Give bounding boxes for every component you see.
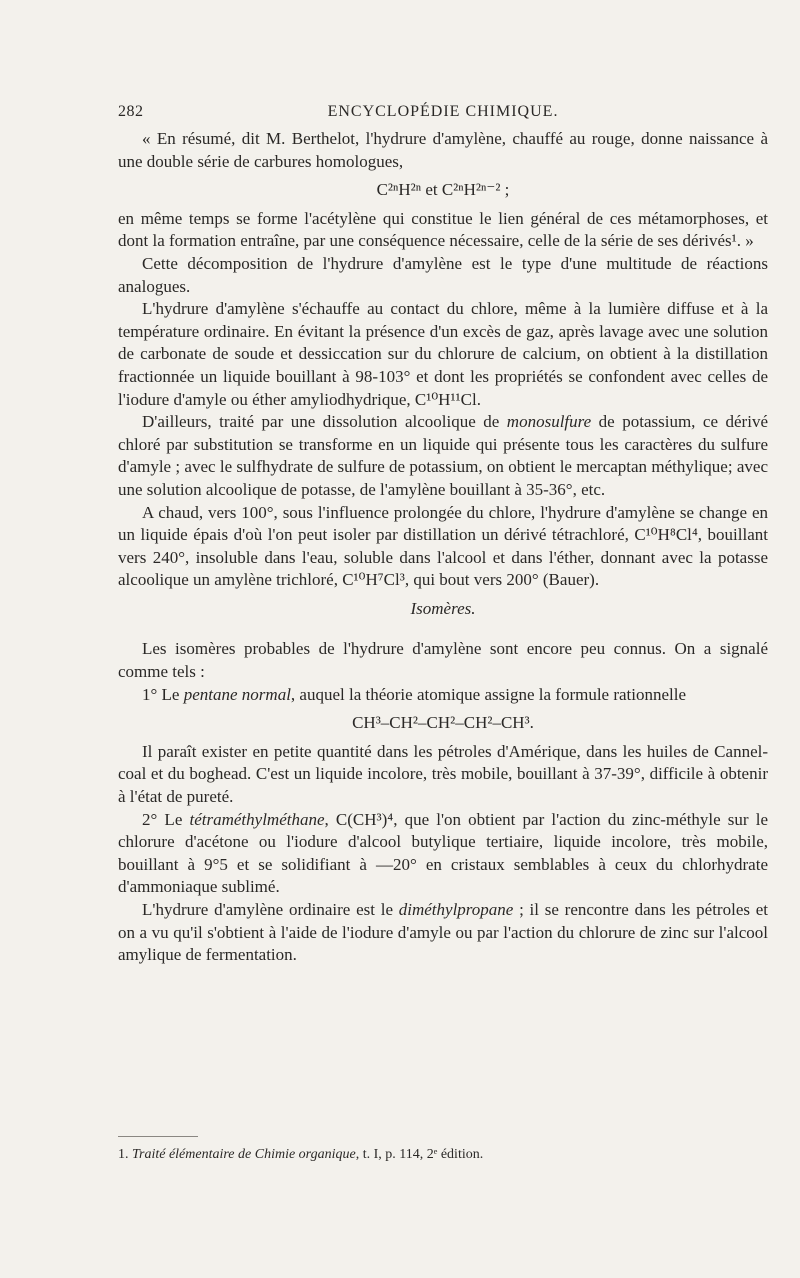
footnote-rule <box>118 1136 198 1137</box>
italic-term: pentane normal <box>183 684 291 704</box>
text-run: , auquel la théorie atomique assigne la formule rationnelle <box>290 684 687 704</box>
text-run: D'ailleurs, traité par une dissolution alcoolique de <box>142 412 507 432</box>
paragraph-2: en même temps se forme l'acétylène qui constitue le lien général de ces métamorphoses, et dont la formation entraîne, par une conséquence nécessaire, celle de la série de ses dérivés¹. » <box>118 208 768 251</box>
paragraph-1: « En résumé, dit M. Berthelot, l'hydrure d'amylène, chauffé au rouge, donne naissance à une double série de carbures homologues, <box>118 129 768 171</box>
page-number: 282 <box>118 103 144 120</box>
formula-1: C²ⁿH²ⁿ et C²ⁿH²ⁿ⁻² ; <box>376 180 510 200</box>
footnote <box>118 1146 768 1164</box>
italic-term: monosulfure <box>506 412 592 432</box>
footnote-number: 1. <box>118 1147 129 1162</box>
body-text <box>118 128 768 967</box>
text-run: , C(CH³)⁴, que l'on obtient par l'action du zinc-méthyle sur le chlorure d'acétone ou l'iodure d'alcool butylique tertiaire, liquide incolore, très mobile, bouillant à 9°5 et se solidifiant à —20° en cristaux semblables à ceux du chlorhydrate d'ammoniaque sublimé. <box>118 809 768 897</box>
paragraph-11 <box>118 899 768 967</box>
paragraph-5 <box>118 411 768 501</box>
italic-term: tétraméthylméthane <box>189 809 325 829</box>
italic-term: diméthylpropane <box>398 900 514 919</box>
paragraph-8 <box>118 684 768 707</box>
paragraph-6: A chaud, vers 100°, sous l'influence prolongée du chlore, l'hydrure d'amylène se change en un liquide épais d'où l'on peut isoler par distillation un dérivé tétrachloré, C¹⁰H⁸Cl⁴, bouillant vers 240°, insoluble dans l'eau, soluble dans l'alcool et dans l'éther, donnant avec la potasse alcoolique un amylène trichloré, C¹⁰H⁷Cl³, qui bout vers 200° (Bauer). <box>118 502 768 590</box>
running-title: ENCYCLOPÉDIE CHIMIQUE. <box>327 103 559 120</box>
footnote-rest: , t. I, p. 114, 2ᵉ édition. <box>355 1147 484 1162</box>
text-run: ; il se rencontre dans les pétroles et on a vu qu'il s'obtient à l'aide de l'iodure d'amyle ou par l'action du chlorure de zinc sur l'alcool amylique de fermentation. <box>118 900 768 965</box>
footnote-title: Traité élémentaire de Chimie organique <box>132 1147 356 1162</box>
paragraph-10 <box>118 809 768 899</box>
formula-2: CH³–CH²–CH²–CH²–CH³. <box>352 713 534 733</box>
text-run: 1° Le <box>142 684 184 704</box>
paragraph-9: Il paraît exister en petite quantité dans les pétroles d'Amérique, dans les huiles de Cannel-coal et du boghead. C'est un liquide incolore, très mobile, bouillant à 37-39°, difficile à obtenir à l'état de pureté. <box>118 741 768 807</box>
text-run: L'hydrure d'amylène ordinaire est le <box>142 900 399 919</box>
section-heading: Isomères. <box>410 598 476 618</box>
text-run: de potassium, ce dérivé chloré par substitution se transforme en un liquide qui présente tous les caractères du sulfure d'amyle ; avec le sulfhydrate de sulfure de potassium, on obtient le mercaptan méthylique; avec une solution alcoolique de potasse, de l'amylène bouillant à 35-36°, etc. <box>118 412 768 499</box>
paragraph-3: Cette décomposition de l'hydrure d'amylène est le type d'une multitude de réactions analogues. <box>118 253 768 296</box>
running-header <box>118 103 768 125</box>
text-run: 2° Le <box>142 809 190 829</box>
paragraph-7: Les isomères probables de l'hydrure d'amylène sont encore peu connus. On a signalé comme tels : <box>118 639 768 682</box>
paragraph-4: L'hydrure d'amylène s'échauffe au contact du chlore, même à la lumière diffuse et à la température ordinaire. En évitant la présence d'un excès de gaz, après lavage avec une solution de carbonate de soude et dessiccation sur du chlorure de calcium, on obtient à la distillation fractionnée un liquide bouillant à 98-103° et dont les propriétés se confondent avec celles de l'iodure d'amyle ou éther amyliodhydrique, C¹⁰H¹¹Cl. <box>118 299 768 409</box>
